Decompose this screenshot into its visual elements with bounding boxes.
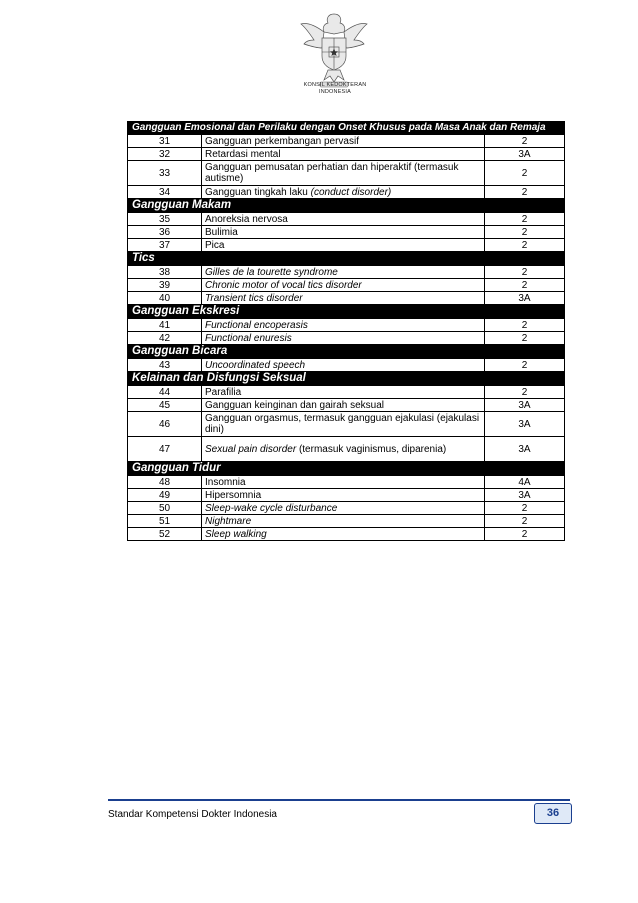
section-header-row bbox=[128, 252, 565, 266]
row-number: 41 bbox=[128, 319, 202, 332]
footer-divider bbox=[108, 799, 570, 801]
competency-level: 2 bbox=[485, 359, 565, 372]
condition-name bbox=[202, 332, 485, 345]
condition-name bbox=[202, 266, 485, 279]
row-number: 33 bbox=[128, 161, 202, 186]
table-row bbox=[128, 359, 565, 372]
condition-name-part: (termasuk vaginismus, diparenia) bbox=[296, 443, 447, 455]
condition-name bbox=[202, 399, 485, 412]
row-number: 31 bbox=[128, 135, 202, 148]
condition-name bbox=[202, 135, 485, 148]
table-row bbox=[128, 148, 565, 161]
condition-name bbox=[202, 239, 485, 252]
section-header-row bbox=[128, 345, 565, 359]
competency-level: 2 bbox=[485, 135, 565, 148]
row-number: 51 bbox=[128, 515, 202, 528]
table-row bbox=[128, 399, 565, 412]
competency-level: 2 bbox=[485, 266, 565, 279]
condition-name bbox=[202, 515, 485, 528]
table-row bbox=[128, 515, 565, 528]
condition-name-part: Hipersomnia bbox=[205, 489, 262, 501]
row-number: 46 bbox=[128, 412, 202, 437]
page-number: 36 bbox=[534, 803, 572, 824]
condition-name-part: Gangguan perkembangan pervasif bbox=[205, 135, 359, 147]
competency-level: 2 bbox=[485, 226, 565, 239]
condition-name-part: Nightmare bbox=[205, 515, 252, 527]
condition-name bbox=[202, 528, 485, 541]
row-number: 48 bbox=[128, 476, 202, 489]
competency-level: 2 bbox=[485, 502, 565, 515]
condition-name-part: Pica bbox=[205, 239, 225, 251]
condition-name-part: Retardasi mental bbox=[205, 148, 281, 160]
section-title: Gangguan Makam bbox=[128, 199, 565, 213]
competency-level: 4A bbox=[485, 476, 565, 489]
row-number: 32 bbox=[128, 148, 202, 161]
table-row bbox=[128, 161, 565, 186]
condition-name-part: Gilles de la tourette syndrome bbox=[205, 266, 338, 278]
condition-name-part: Gangguan tingkah laku bbox=[205, 186, 311, 198]
row-number: 36 bbox=[128, 226, 202, 239]
competency-level: 2 bbox=[485, 515, 565, 528]
competency-level: 2 bbox=[485, 239, 565, 252]
section-title: Gangguan Ekskresi bbox=[128, 305, 565, 319]
condition-name-part: Functional enuresis bbox=[205, 332, 292, 344]
condition-name-part: Functional encoperasis bbox=[205, 319, 308, 331]
footer-title: Standar Kompetensi Dokter Indonesia bbox=[108, 809, 277, 820]
section-header-row bbox=[128, 305, 565, 319]
competency-level: 2 bbox=[485, 161, 565, 186]
table-row bbox=[128, 319, 565, 332]
row-number: 34 bbox=[128, 186, 202, 199]
section-header-row bbox=[128, 372, 565, 386]
row-number: 49 bbox=[128, 489, 202, 502]
competency-table-body bbox=[128, 122, 565, 541]
condition-name-part: Sexual pain disorder bbox=[205, 443, 297, 455]
condition-name-part: Uncoordinated speech bbox=[205, 359, 306, 371]
condition-name bbox=[202, 386, 485, 399]
competency-level: 3A bbox=[485, 292, 565, 305]
condition-name bbox=[202, 226, 485, 239]
competency-level: 3A bbox=[485, 399, 565, 412]
condition-name bbox=[202, 292, 485, 305]
condition-name bbox=[202, 489, 485, 502]
section-title: Gangguan Tidur bbox=[128, 462, 565, 476]
table-row bbox=[128, 239, 565, 252]
competency-level: 2 bbox=[485, 319, 565, 332]
org-line-1: KONSIL KEDOKTERAN bbox=[303, 82, 367, 88]
condition-name-part: Transient tics disorder bbox=[205, 292, 303, 304]
table-row bbox=[128, 386, 565, 399]
table-row bbox=[128, 213, 565, 226]
row-number: 44 bbox=[128, 386, 202, 399]
condition-name bbox=[202, 476, 485, 489]
section-header-row bbox=[128, 199, 565, 213]
condition-name-part: Bulimia bbox=[205, 226, 238, 238]
org-line-2: INDONESIA bbox=[318, 89, 352, 95]
condition-name-part: Gangguan keinginan dan gairah seksual bbox=[205, 399, 385, 411]
condition-name bbox=[202, 186, 485, 199]
row-number: 37 bbox=[128, 239, 202, 252]
condition-name bbox=[202, 359, 485, 372]
condition-name-part: Parafilia bbox=[205, 386, 242, 398]
condition-name-part: (conduct disorder) bbox=[310, 186, 392, 198]
condition-name-part: Insomnia bbox=[205, 476, 246, 488]
condition-name-part: Anoreksia nervosa bbox=[205, 213, 288, 225]
section-header-row bbox=[128, 462, 565, 476]
row-number: 43 bbox=[128, 359, 202, 372]
garuda-emblem-icon bbox=[298, 8, 370, 90]
table-row bbox=[128, 528, 565, 541]
condition-name-part: Sleep walking bbox=[205, 528, 267, 540]
table-row bbox=[128, 437, 565, 462]
table-row bbox=[128, 332, 565, 345]
row-number: 38 bbox=[128, 266, 202, 279]
competency-level: 3A bbox=[485, 148, 565, 161]
section-title: Tics bbox=[128, 252, 565, 266]
competency-level: 2 bbox=[485, 386, 565, 399]
condition-name-part: Gangguan orgasmus, termasuk gangguan ejakulasi (ejakulasi dini) bbox=[205, 413, 480, 435]
section-title: Gangguan Emosional dan Perilaku dengan Onset Khusus pada Masa Anak dan Remaja bbox=[128, 122, 565, 135]
condition-name bbox=[202, 213, 485, 226]
condition-name-part: Sleep-wake cycle disturbance bbox=[205, 502, 338, 514]
row-number: 42 bbox=[128, 332, 202, 345]
table-row bbox=[128, 502, 565, 515]
table-row bbox=[128, 186, 565, 199]
competency-table bbox=[127, 121, 565, 541]
row-number: 39 bbox=[128, 279, 202, 292]
table-row bbox=[128, 279, 565, 292]
competency-level: 2 bbox=[485, 213, 565, 226]
competency-level: 3A bbox=[485, 489, 565, 502]
competency-level: 2 bbox=[485, 186, 565, 199]
condition-name bbox=[202, 319, 485, 332]
condition-name-part: Chronic motor of vocal tics disorder bbox=[205, 279, 362, 291]
condition-name bbox=[202, 161, 485, 186]
condition-name bbox=[202, 279, 485, 292]
row-number: 35 bbox=[128, 213, 202, 226]
table-row bbox=[128, 489, 565, 502]
table-row bbox=[128, 266, 565, 279]
table-row bbox=[128, 135, 565, 148]
row-number: 40 bbox=[128, 292, 202, 305]
row-number: 52 bbox=[128, 528, 202, 541]
table-row bbox=[128, 412, 565, 437]
competency-level: 2 bbox=[485, 528, 565, 541]
condition-name bbox=[202, 412, 485, 437]
row-number: 45 bbox=[128, 399, 202, 412]
competency-level: 2 bbox=[485, 332, 565, 345]
table-row bbox=[128, 226, 565, 239]
section-title: Gangguan Bicara bbox=[128, 345, 565, 359]
competency-level: 2 bbox=[485, 279, 565, 292]
condition-name bbox=[202, 148, 485, 161]
table-row bbox=[128, 292, 565, 305]
condition-name bbox=[202, 437, 485, 462]
section-header-row bbox=[128, 122, 565, 135]
competency-level: 3A bbox=[485, 437, 565, 462]
organization-name bbox=[270, 82, 400, 96]
table-row bbox=[128, 476, 565, 489]
section-title: Kelainan dan Disfungsi Seksual bbox=[128, 372, 565, 386]
row-number: 50 bbox=[128, 502, 202, 515]
condition-name bbox=[202, 502, 485, 515]
condition-name-part: Gangguan pemusatan perhatian dan hiperaktif (termasuk autisme) bbox=[205, 162, 459, 184]
row-number: 47 bbox=[128, 437, 202, 462]
competency-level: 3A bbox=[485, 412, 565, 437]
